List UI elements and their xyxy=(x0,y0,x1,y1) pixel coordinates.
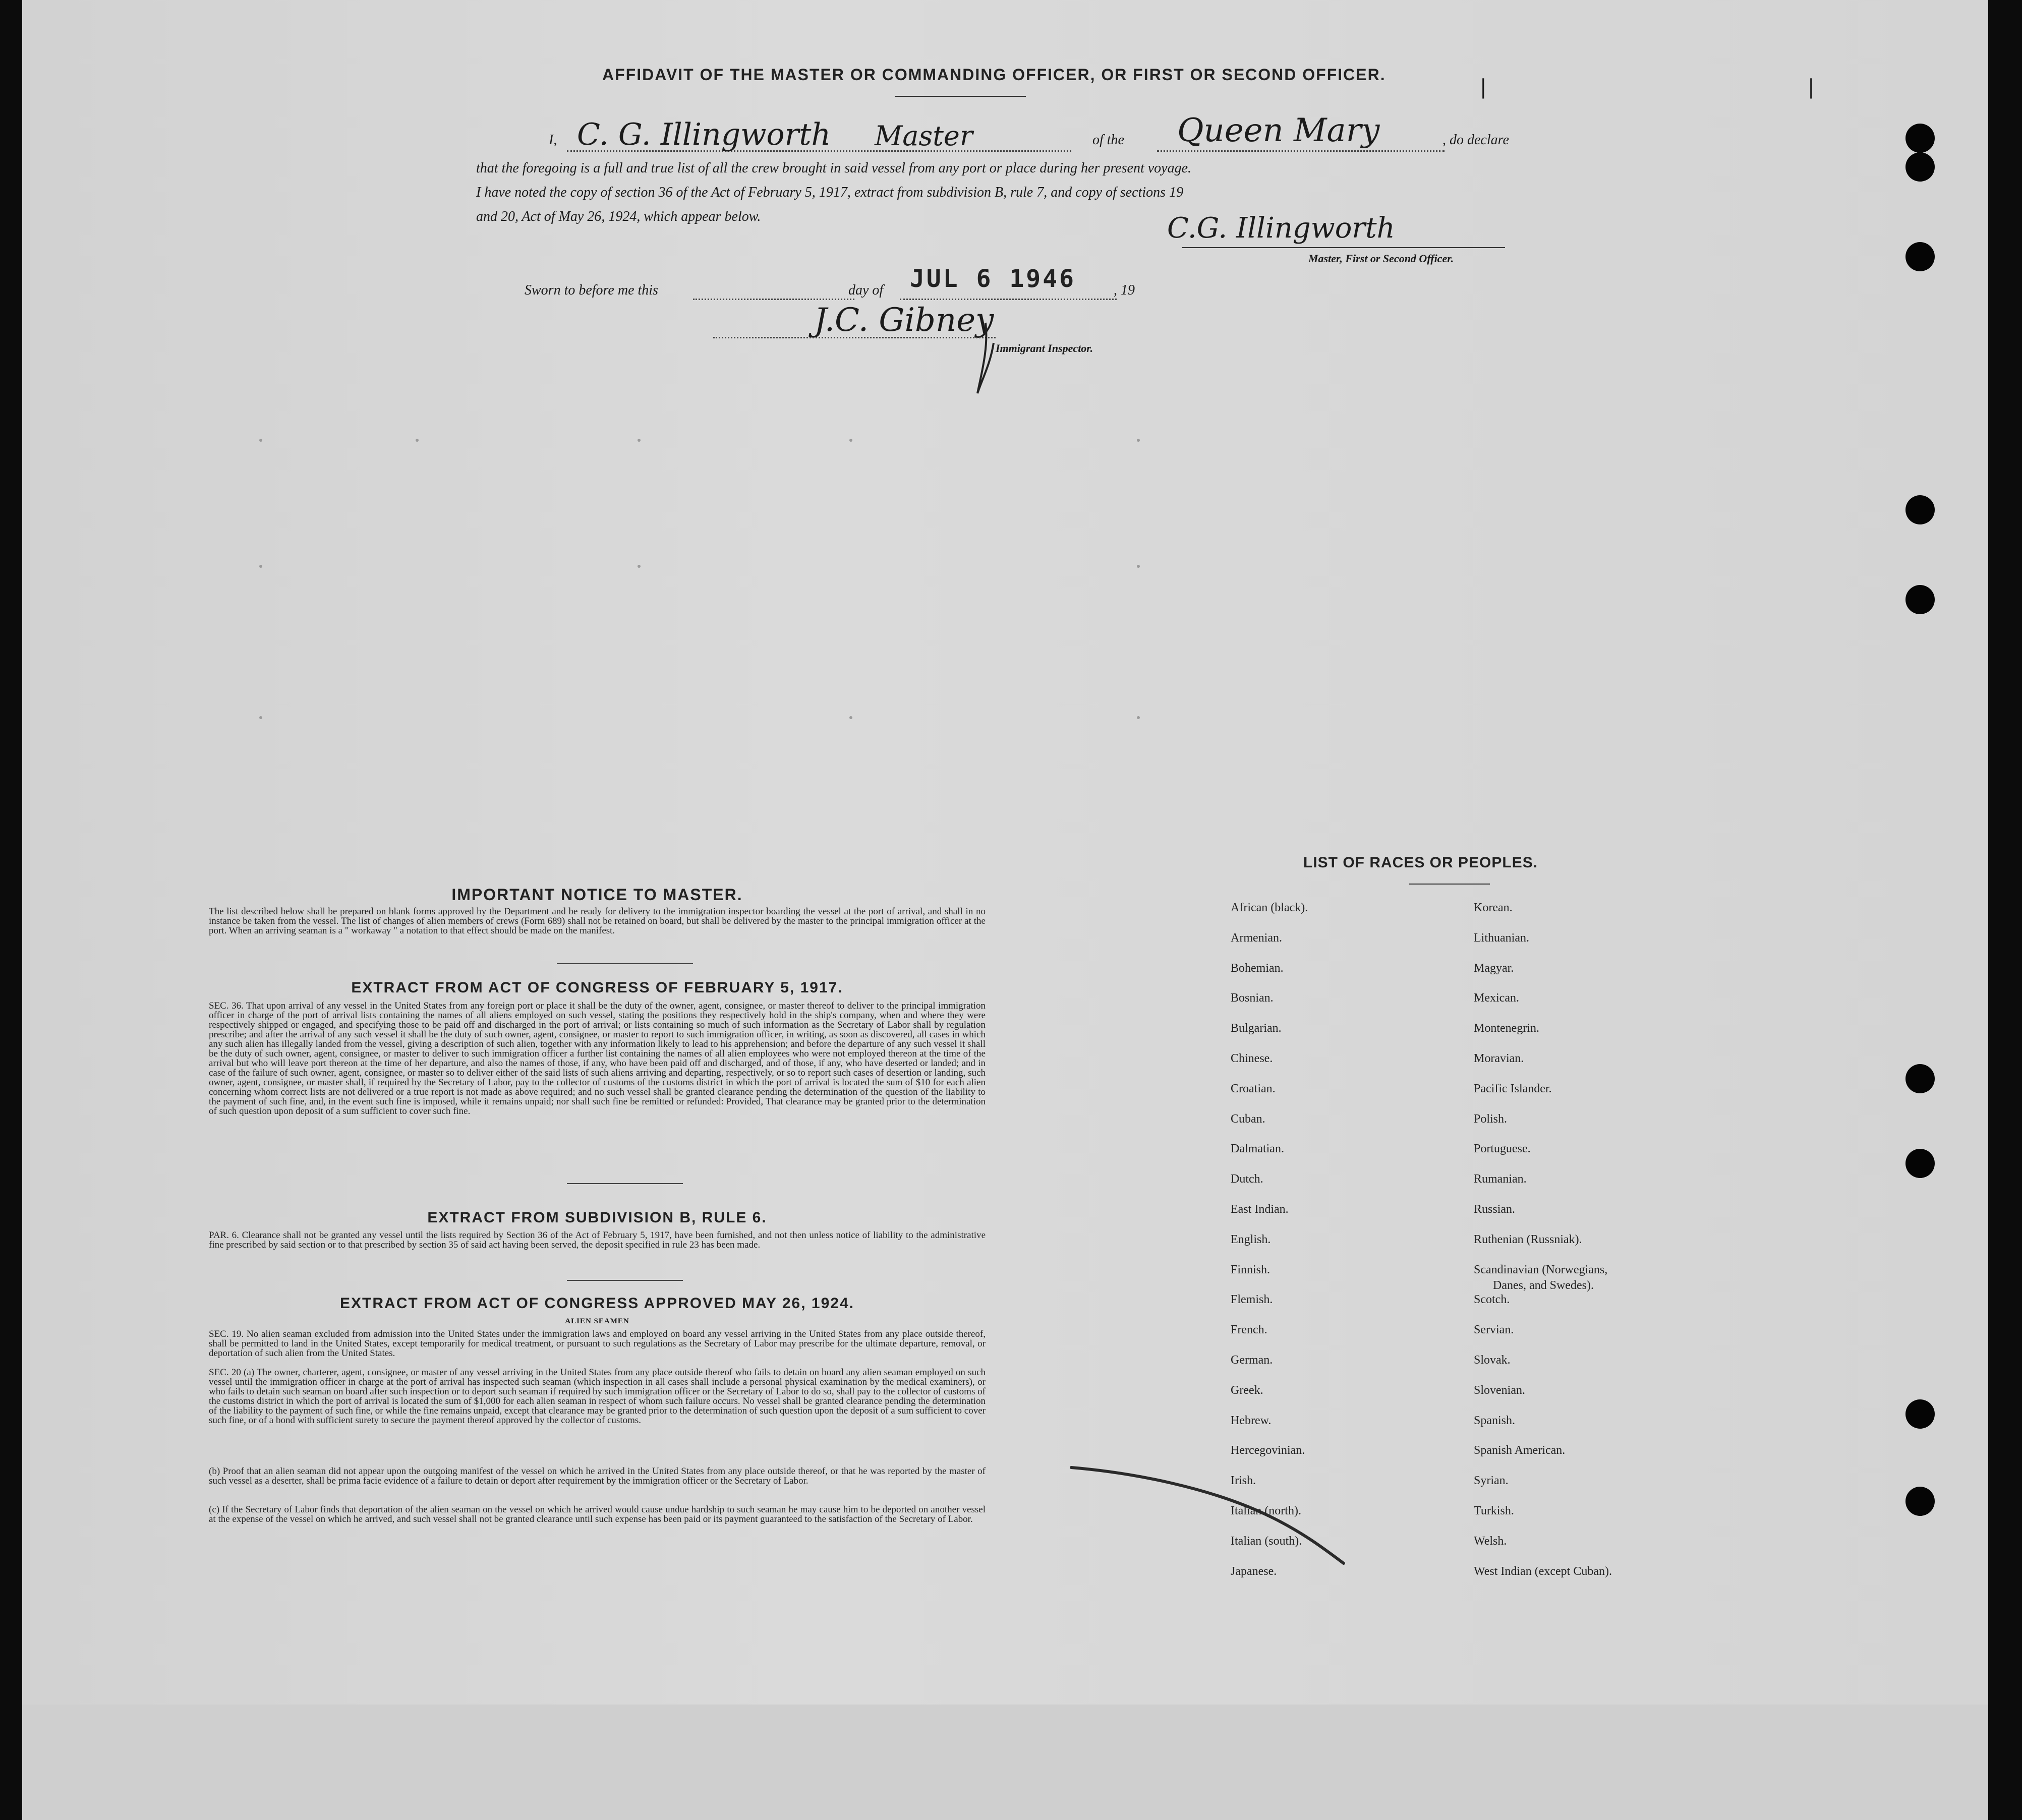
race-left-item: Hebrew. xyxy=(1231,1414,1272,1427)
bleed-mark xyxy=(638,565,641,568)
race-right-item: Moravian. xyxy=(1474,1052,1524,1065)
race-left-item: Dutch. xyxy=(1231,1172,1263,1186)
race-left-item: Finnish. xyxy=(1231,1263,1270,1276)
declaration-line-3: and 20, Act of May 26, 1924, which appear below. xyxy=(476,209,761,224)
punch-hole xyxy=(1905,1487,1935,1516)
declaration-line-2: I have noted the copy of section 36 of the Act of February 5, 1917, extract from subdivision B, rule 7, and copy of sections 19 xyxy=(476,185,1184,200)
race-right-item: Lithuanian. xyxy=(1474,931,1529,945)
punch-hole xyxy=(1905,124,1935,153)
races-title-underline xyxy=(1409,884,1490,885)
extract-rule6-title: EXTRACT FROM SUBDIVISION B, RULE 6. xyxy=(427,1209,767,1226)
extract-1924-sec20a: SEC. 20 (a) The owner, charterer, agent, consignee, or master of any vessel arriving in the United States from any place outside thereof who fails to detain on board any alien seaman employed on such vessel until the immigration officer in charge at the port of arrival has inspected such seaman (which inspection in all cases shall include a personal physical examination by the medical examiners), or who fails to detain such seaman on board after such inspection or to deport such seaman if required by such immigration officer or the Secretary of Labor to do so, shall pay to the collector of customs of the customs district in which the port of arrival is located the sum of $1,000 for each alien seaman in respect of whom such failure occurs. No vessel shall be granted clearance pending the determination of the liability to the payment of such fine, or while the fine remains unpaid, except that clearance may be granted prior to the determination of such question upon the deposit of a sum sufficient to cover such fine, or of a bond with sufficient surety to secure the payment thereof approved by the collector of customs. xyxy=(209,1367,986,1426)
master-signature: C.G. Illingworth xyxy=(1167,212,1395,245)
affidavit-title: AFFIDAVIT OF THE MASTER OR COMMANDING OFFICER, OR FIRST OR SECOND OFFICER. xyxy=(602,66,1386,84)
race-left-item: Bosnian. xyxy=(1231,991,1274,1005)
bleed-mark xyxy=(259,565,262,568)
race-right-item: Welsh. xyxy=(1474,1535,1507,1548)
signature-flourish xyxy=(970,318,1001,398)
inspector-signature: J.C. Gibney xyxy=(814,302,994,339)
race-right-item: Mexican. xyxy=(1474,991,1519,1005)
race-left-item: Hercegovinian. xyxy=(1231,1444,1305,1457)
race-right-item: West Indian (except Cuban). xyxy=(1474,1565,1612,1578)
race-right-item: Montenegrin. xyxy=(1474,1022,1539,1035)
race-right-item: Portuguese. xyxy=(1474,1142,1531,1155)
race-left-item: Bulgarian. xyxy=(1231,1022,1282,1035)
date-stamp: JUL 6 1946 xyxy=(910,265,1076,293)
notice-divider xyxy=(557,963,693,964)
margin-mark: | xyxy=(1480,76,1487,99)
race-left-item: African (black). xyxy=(1231,901,1308,914)
bleed-mark xyxy=(849,439,852,442)
title-underline xyxy=(895,96,1026,97)
race-right-item: Korean. xyxy=(1474,901,1513,914)
punch-hole xyxy=(1905,242,1935,271)
extract-1924-sec20c: (c) If the Secretary of Labor finds that deportation of the alien seaman on the vessel on which he arrived would cause undue hardship to such seaman he may cause him to be deported on another vessel at the expense of the vessel on which he arrived, and such vessel shall not be granted clearance until such expense has been paid or its payment guaranteed to the satisfaction of the Secretary of Labor. xyxy=(209,1504,986,1524)
races-title: LIST OF RACES OR PEOPLES. xyxy=(1303,854,1538,871)
extract-1924-sec19: SEC. 19. No alien seaman excluded from admission into the United States under the immigration laws and employed on board any vessel arriving in the United States from any place outside thereof, shall be permitted to land in the United States, except temporarily for medical treatment, or pursuant to such regulations as the Secretary of Labor may prescribe for the ultimate departure, removal, or deportation of such alien from the United States. xyxy=(209,1329,986,1359)
bleed-mark xyxy=(259,439,262,442)
race-left-item: Armenian. xyxy=(1231,931,1282,945)
race-left-item: English. xyxy=(1231,1233,1271,1246)
bleed-mark xyxy=(849,716,852,719)
sworn-label: Sworn to before me this xyxy=(525,282,658,298)
notice-text: The list described below shall be prepared on blank forms approved by the Department and be ready for delivery to the immigration inspector boarding the vessel at the port of arrival, and shall in no instance be taken from the vessel. The list of changes of alien members of crews (Form 689) shall not be retained on board, but shall be delivered by the master to the principal immigration officer at the port. When an arriving seaman is a " workaway " a notation to that effect should be made on the manifest. xyxy=(209,906,986,936)
year-label: , 19 xyxy=(1114,282,1135,298)
extract-1917-divider xyxy=(567,1183,683,1184)
race-left-item: Dalmatian. xyxy=(1231,1142,1284,1155)
race-right-item: Spanish. xyxy=(1474,1414,1516,1427)
race-right-item: Scotch. xyxy=(1474,1293,1510,1306)
bleed-mark xyxy=(416,439,419,442)
race-right-item: Magyar. xyxy=(1474,962,1514,975)
extract-1924-sec20b: (b) Proof that an alien seaman did not appear upon the outgoing manifest of the vessel on which he arrived in the United States from any place outside thereof, or that he was reported by the master of such vessel as a deserter, shall be prima facie evidence of a failure to detain or deport after requirement by the immigration officer or the Secretary of Labor. xyxy=(209,1466,986,1486)
race-left-item: Cuban. xyxy=(1231,1112,1265,1126)
pen-stroke xyxy=(1061,1452,1364,1573)
race-left-item: Japanese. xyxy=(1231,1565,1277,1578)
signature-line xyxy=(1182,247,1505,248)
race-left-item: Flemish. xyxy=(1231,1293,1273,1306)
race-left-item: Croatian. xyxy=(1231,1082,1276,1095)
race-right-item: Turkish. xyxy=(1474,1504,1514,1517)
vessel-blank xyxy=(1157,150,1445,152)
bleed-mark xyxy=(1137,439,1140,442)
race-scandinavian-continued: Danes, and Swedes). xyxy=(1493,1279,1594,1292)
race-left-item: Chinese. xyxy=(1231,1052,1273,1065)
punch-hole xyxy=(1905,1399,1935,1429)
race-left-item: Italian (north). xyxy=(1231,1504,1301,1517)
bleed-mark xyxy=(638,439,641,442)
race-right-item: Ruthenian (Russniak). xyxy=(1474,1233,1582,1246)
bleed-mark xyxy=(259,716,262,719)
race-right-item: Russian. xyxy=(1474,1203,1516,1216)
race-right-item: Servian. xyxy=(1474,1323,1514,1336)
extract-rule6-text: PAR. 6. Clearance shall not be granted any vessel until the lists required by Section 36 of the Act of February 5, 1917, have been furnished, and not then unless notice of liability to the administrative fine prescribed by said section or to that prescribed by section 35 of said act having been served, the deposit specified in rule 23 has been made. xyxy=(209,1230,986,1250)
margin-mark: | xyxy=(1808,76,1815,99)
master-name-handwritten: C. G. Illingworth xyxy=(577,117,831,152)
inspector-signature-line xyxy=(713,337,996,338)
race-left-item: Irish. xyxy=(1231,1474,1256,1487)
race-left-item: German. xyxy=(1231,1354,1273,1367)
race-left-item: Greek. xyxy=(1231,1384,1263,1397)
rank-handwritten: Master xyxy=(875,120,973,152)
race-right-item: Syrian. xyxy=(1474,1474,1509,1487)
do-declare-label: , do declare xyxy=(1442,132,1509,148)
extract-1924-subtitle: ALIEN SEAMEN xyxy=(565,1317,629,1325)
day-of-label: day of xyxy=(848,282,884,298)
inspector-caption: Immigrant Inspector. xyxy=(996,342,1093,355)
punch-hole xyxy=(1905,152,1935,182)
race-right-item: Spanish American. xyxy=(1474,1444,1566,1457)
race-right-item: Slovenian. xyxy=(1474,1384,1525,1397)
bleed-mark xyxy=(1137,716,1140,719)
race-right-item: Rumanian. xyxy=(1474,1172,1527,1186)
document-page xyxy=(22,0,1988,1820)
extract-rule6-divider xyxy=(567,1280,683,1281)
extract-1917-text: SEC. 36. That upon arrival of any vessel in the United States from any foreign port or place it shall be the duty of the owner, agent, consignee, or master thereof to deliver to the principal immigration officer in charge of the port of arrival lists containing the names of all aliens employed on such vessel, stating the positions they respectively hold in the ship's company, when and where they were respectively shipped or engaged, and specifying those to be paid off and discharged in the port of arrival; or lists containing so much of such information as the Secretary of Labor shall by regulation prescribe; and after the arrival of any such vessel it shall be the duty of such owner, agent, consignee, or master to report to such immigration officer, in writing, as soon as discovered, all cases in which any such alien has illegally landed from the vessel, giving a description of such alien, together with any information likely to lead to his apprehension; and before the departure of any such vessel it shall be the duty of such owner, agent, consignee, or master to deliver to such immigration officer a further list containing the names of all alien employees who were not employed thereon at the time of the arrival but who will leave port thereon at the time of her departure, and also the names of those, if any, who have been paid off and discharged, and of those, if any, who have deserted or landed; and in case of the failure of such owner, agent, consignee, or master so to deliver either of the said lists of such aliens arriving and departing, respectively, or so to report such cases of desertion or landing, such owner, agent, consignee, or master shall, if required by the Secretary of Labor, pay to the collector of customs of the customs district in which the port of arrival is located the sum of $10 for each alien concerning whom correct lists are not delivered or a true report is not made as above required; and no such vessel shall be granted clearance pending the determination of the question of the liability to the payment of such fine, and, in the event such fine is imposed, while it remains unpaid; nor shall such fine be remitted or refunded: Provided, That clearance may be granted prior to the determination of such question upon deposit of a sum sufficient to cover such fine. xyxy=(209,1001,986,1117)
of-the-label: of the xyxy=(1092,132,1124,148)
race-left-item: East Indian. xyxy=(1231,1203,1289,1216)
bleed-mark xyxy=(1137,565,1140,568)
punch-hole xyxy=(1905,1064,1935,1093)
race-right-item: Scandinavian (Norwegians, xyxy=(1474,1263,1608,1276)
signer-caption: Master, First or Second Officer. xyxy=(1308,252,1454,265)
punch-hole xyxy=(1905,495,1935,524)
i-label: I, xyxy=(549,132,557,148)
race-left-item: Bohemian. xyxy=(1231,962,1284,975)
race-left-item: French. xyxy=(1231,1323,1267,1336)
race-right-item: Slovak. xyxy=(1474,1354,1511,1367)
extract-1917-title: EXTRACT FROM ACT OF CONGRESS OF FEBRUARY 5, 1917. xyxy=(351,979,843,996)
vessel-name-handwritten: Queen Mary xyxy=(1177,112,1380,149)
race-left-item: Italian (south). xyxy=(1231,1535,1302,1548)
race-right-item: Polish. xyxy=(1474,1112,1508,1126)
punch-hole xyxy=(1905,585,1935,614)
declaration-line-1: that the foregoing is a full and true list of all the crew brought in said vessel from any port or place during her present voyage. xyxy=(476,160,1192,176)
race-right-item: Pacific Islander. xyxy=(1474,1082,1552,1095)
sworn-month-blank xyxy=(900,299,1117,300)
sworn-day-blank xyxy=(693,299,854,300)
punch-hole xyxy=(1905,1149,1935,1178)
extract-1924-title: EXTRACT FROM ACT OF CONGRESS APPROVED MAY 26, 1924. xyxy=(340,1295,854,1312)
notice-title: IMPORTANT NOTICE TO MASTER. xyxy=(451,886,743,904)
